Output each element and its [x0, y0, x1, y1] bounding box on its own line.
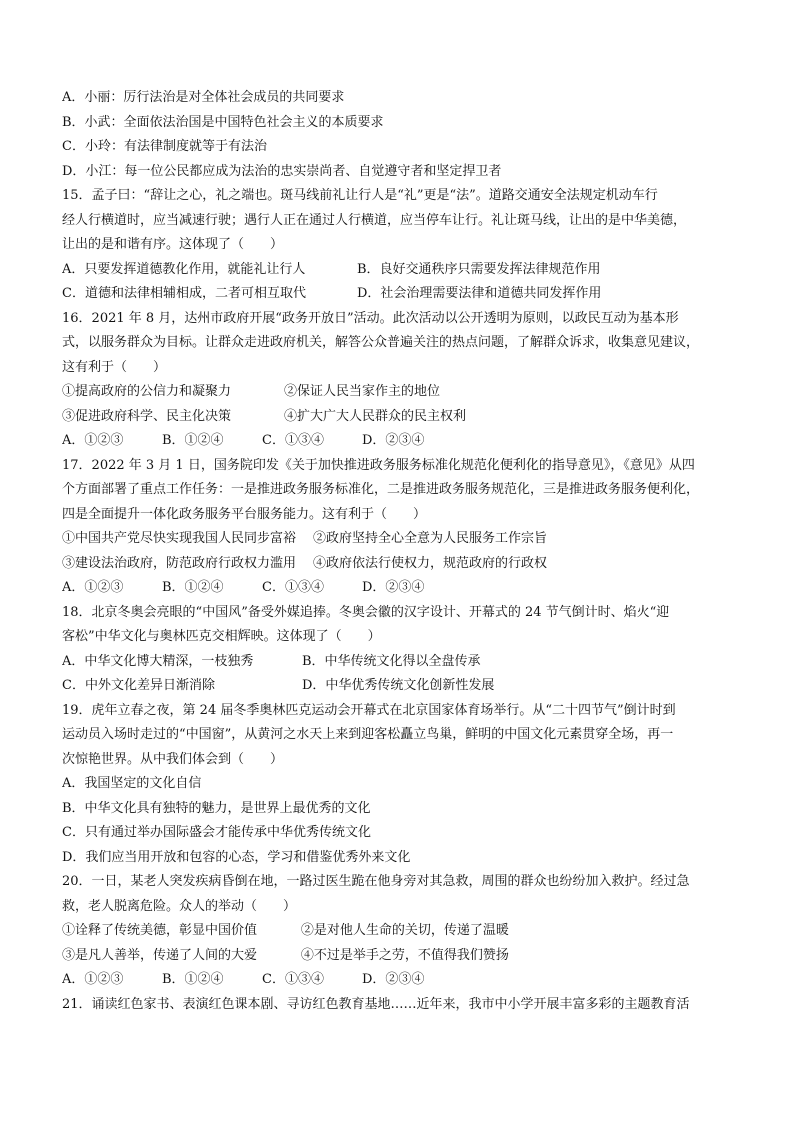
option-b: B．①②④: [162, 433, 224, 448]
statement-row: [62, 405, 742, 430]
option-d: D．我们应当用开放和包容的心态，学习和借鉴优秀外来文化: [62, 849, 411, 865]
statement-2: ②保证人民当家作主的地位: [284, 384, 441, 399]
question-text-line: 17．2022 年 3 月 1 日，国务院印发《关于加快推进政务服务标准化规范化便利化的指导意见》，《意见》从四: [62, 457, 695, 473]
question-text-line: 次惊艳世界。从中我们体会到（ ）: [62, 751, 284, 767]
option-a: A．①②③: [62, 433, 124, 448]
statement-1: ①提高政府的公信力和凝聚力: [62, 384, 232, 399]
option-a: A．只要发挥道德教化作用，就能礼让行人: [62, 261, 306, 277]
option-row: [62, 674, 742, 699]
option-d: D．②③④: [362, 580, 425, 595]
statement-3: ③促进政府科学、民主化决策: [62, 408, 232, 424]
option-row: [62, 258, 742, 283]
option-d: D．社会治理需要法律和道德共同发挥作用: [357, 286, 602, 301]
question-text-line: 21．诵读红色家书、表演红色课本剧、寻访红色教育基地……近年来，我市中小学开展丰富多彩的主题教育活: [62, 996, 690, 1012]
option-c: C．①③④: [262, 580, 324, 595]
question-text-line: 客松”中华文化与奥林匹克交相辉映。这体现了（ ）: [62, 629, 381, 644]
question-text-line: 15．孟子曰：“辞让之心，礼之端也。斑马线前礼让行人是“礼”更是“法”。道路交通安全法规定机动车行: [62, 188, 658, 203]
option-b: B．小武：全面依法治国是中国特色社会主义的本质要求: [62, 114, 384, 130]
option-a: A．①②③: [62, 972, 124, 987]
question-14-options: [62, 86, 742, 184]
exam-page: [62, 86, 742, 1017]
question-21: [62, 993, 742, 1018]
statement-2: ②是对他人生命的关切，传递了温暖: [300, 923, 509, 938]
option-row: [62, 282, 742, 307]
option-c: C．小玲：有法律制度就等于有法治: [62, 139, 267, 154]
question-text-line: 18．北京冬奥会亮眼的“中国风”备受外媒追捧。冬奥会徽的汉字设计、开幕式的 24 节气倒计时、焰火“迎: [62, 604, 670, 620]
statement-2: ②政府坚持全心全意为人民服务工作宗旨: [313, 531, 548, 546]
option-c: C．①③④: [262, 433, 324, 448]
option-d: D．中华优秀传统文化创新性发展: [302, 678, 495, 693]
option-a: A．中华文化博大精深，一枝独秀: [62, 653, 254, 669]
option-row: [62, 429, 742, 454]
statement-row: [62, 552, 742, 577]
question-20: [62, 870, 742, 993]
statement-1: ①中国共产党尽快实现我国人民同步富裕: [62, 531, 297, 546]
question-text-line: 让出的是和谐有序。这体现了（ ）: [62, 237, 284, 252]
question-text-line: 19．虎年立春之夜，第 24 届冬季奥林匹克运动会开幕式在北京国家体育场举行。从“二十四节气”倒计时到: [62, 702, 676, 718]
question-text-line: 运动员入场时走过的“中国窗”，从黄河之水天上来到迎客松矗立鸟巢，鲜明的中国文化元素贯穿全场，再一: [62, 727, 674, 742]
question-18: [62, 601, 742, 699]
option-row: [62, 650, 742, 675]
option-a: A．①②③: [62, 580, 124, 595]
option-c: C．只有通过举办国际盛会才能传承中华优秀传统文化: [62, 825, 371, 840]
option-b: B．中华传统文化得以全盘传承: [302, 653, 481, 669]
question-text-line: 经人行横道时，应当减速行驶；遇行人正在通过人行横道，应当停车让行。礼让斑马线，让出的是中华美德，: [62, 212, 687, 228]
option-c: C．道德和法律相辅相成，二者可相互取代: [62, 286, 306, 301]
statement-4: ④政府依法行使权力，规范政府的行政权: [313, 555, 548, 571]
statement-4: ④扩大广大人民群众的民主权利: [284, 408, 467, 424]
question-text-line: 这有利于（ ）: [62, 359, 167, 375]
option-c: C．中外文化差异日渐消除: [62, 678, 215, 693]
option-c: C．①③④: [262, 972, 324, 987]
statement-row: [62, 919, 742, 944]
question-text-line: 个方面部署了重点工作任务：一是推进政务服务标准化，二是推进政务服务规范化，三是推进政务服务便利化，: [62, 482, 700, 497]
option-b: B．①②④: [162, 580, 224, 595]
option-d: D．②③④: [362, 433, 425, 448]
statement-4: ④不过是举手之劳，不值得我们赞扬: [300, 947, 509, 963]
option-a: A．小丽：厉行法治是对全体社会成员的共同要求: [62, 90, 345, 105]
option-row: [62, 968, 742, 993]
option-b: B．①②④: [162, 972, 224, 987]
statement-1: ①诠释了传统美德，彰显中国价值: [62, 923, 258, 938]
question-text-line: 20．一日，某老人突发疾病昏倒在地，一路过医生跪在他身旁对其急救，周围的群众也纷纷加入救护。经过急: [62, 874, 690, 889]
question-16: [62, 307, 742, 454]
question-19: [62, 699, 742, 871]
question-text-line: 救，老人脱离危险。众人的举动（ ）: [62, 898, 297, 914]
option-a: A．我国坚定的文化自信: [62, 776, 202, 791]
question-text-line: 式，以服务群众为目标。让群众走进政府机关，解答公众普遍关注的热点问题，了解群众诉求，收集意见建议，: [62, 335, 700, 350]
option-b: B．中华文化具有独特的魅力，是世界上最优秀的文化: [62, 800, 371, 816]
option-d: D．②③④: [362, 972, 425, 987]
option-d: D．小江：每一位公民都应成为法治的忠实崇尚者、自觉遵守者和坚定捍卫者: [62, 163, 502, 179]
question-17: [62, 454, 742, 601]
statement-3: ③建设法治政府，防范政府行政权力滥用: [62, 555, 297, 571]
statement-row: [62, 944, 742, 969]
statement-row: [62, 527, 742, 552]
option-b: B．良好交通秩序只需要发挥法律规范作用: [357, 261, 601, 277]
statement-row: [62, 380, 742, 405]
question-text-line: 四是全面提升一体化政务服务平台服务能力。这有利于（ ）: [62, 506, 427, 522]
option-row: [62, 576, 742, 601]
question-text-line: 16．2021 年 8 月，达州市政府开展“政务开放日”活动。此次活动以公开透明为原则，以政民互动为基本形: [62, 310, 679, 326]
statement-3: ③是凡人善举，传递了人间的大爱: [62, 947, 258, 963]
question-15: [62, 184, 742, 307]
